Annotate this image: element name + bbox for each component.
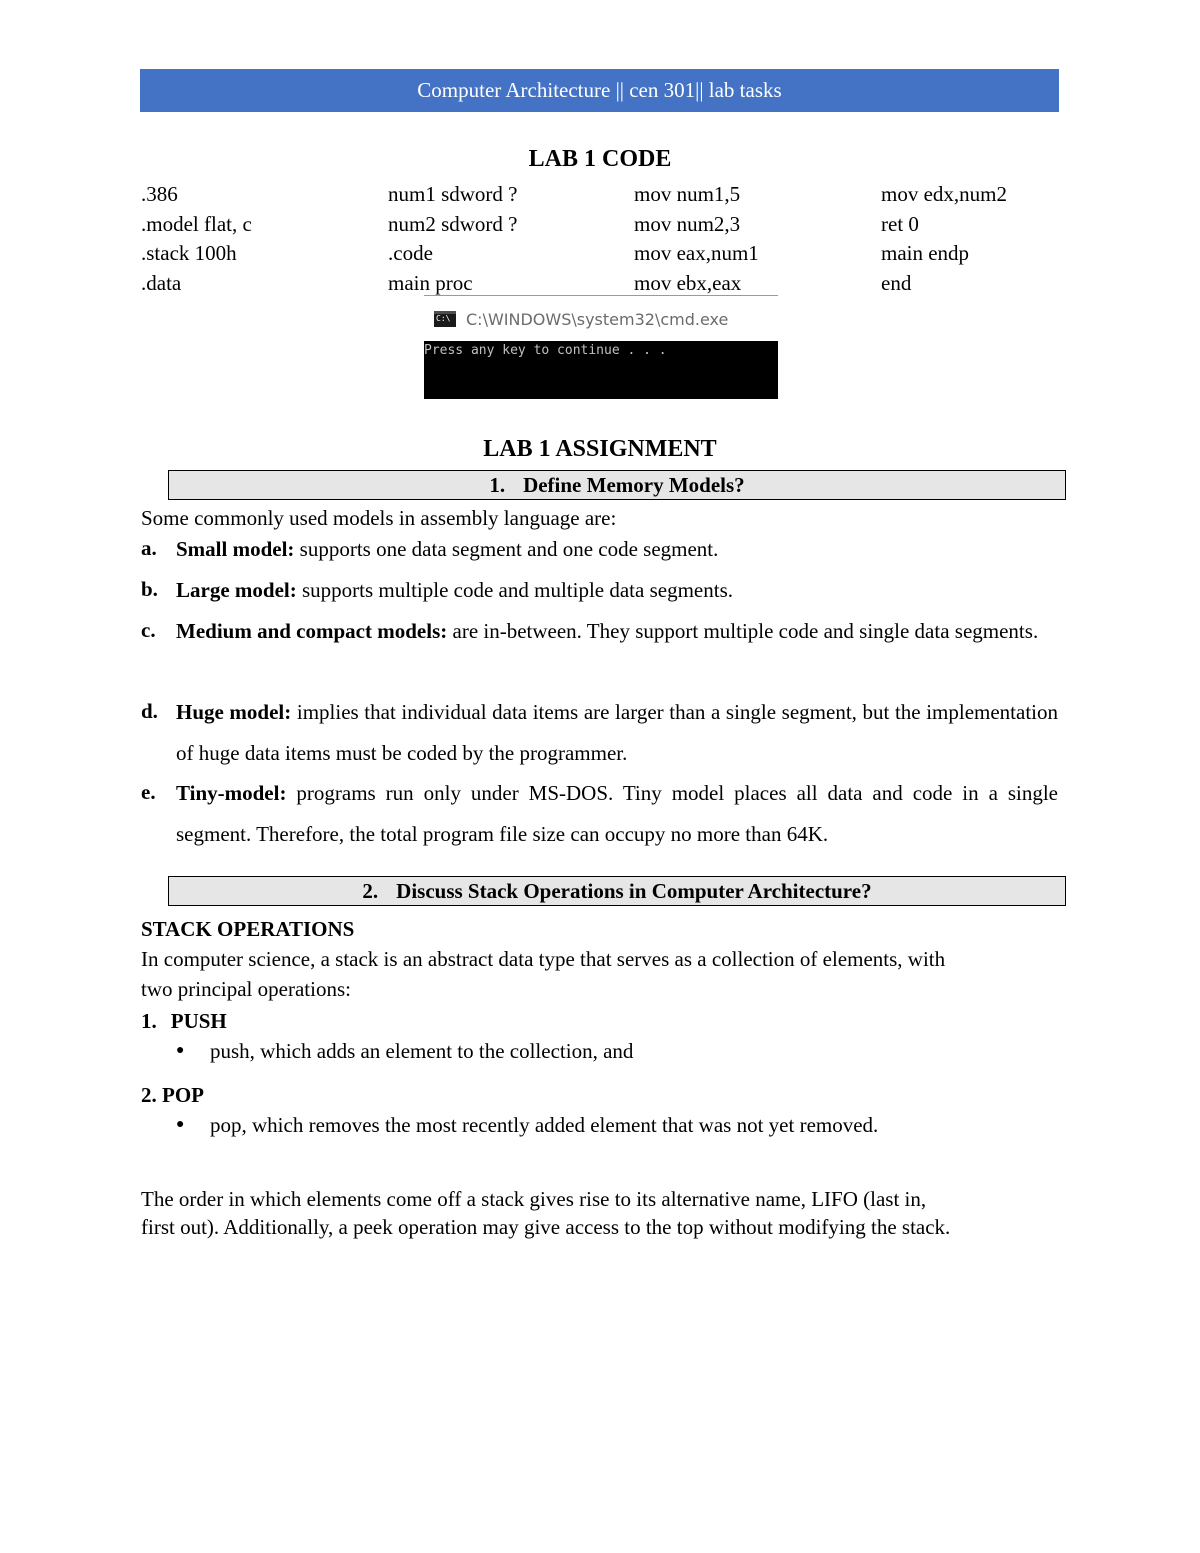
question-text: Discuss Stack Operations in Computer Architecture? — [396, 878, 872, 903]
console-output: Press any key to continue . . . — [424, 343, 667, 358]
memory-models-intro: Some commonly used models in assembly language are: — [141, 506, 617, 530]
pop-bullet-text: pop, which removes the most recently added element that was not yet removed. — [210, 1113, 879, 1137]
question-1-box — [168, 470, 1066, 500]
stack-intro-line: two principal operations: — [141, 977, 351, 1001]
list-item — [176, 773, 1058, 854]
list-label: a. — [141, 536, 157, 560]
question-number: 1. — [489, 472, 506, 497]
list-label: c. — [141, 618, 156, 642]
list-item — [176, 611, 1058, 652]
code-line: num2 sdword ? — [388, 211, 518, 236]
stack-intro-line: In computer science, a stack is an abstract data type that serves as a collection of elements, with — [141, 947, 946, 971]
pop-heading — [141, 1083, 204, 1108]
term: Tiny-model: — [176, 781, 287, 805]
question-text: Define Memory Models? — [523, 472, 745, 497]
bullet-icon: ● — [176, 1043, 185, 1058]
console-divider — [424, 295, 778, 296]
closing-paragraph-line: first out). Additionally, a peek operation may give access to the top without modifying the stack. — [141, 1215, 951, 1239]
question-2-box — [168, 876, 1066, 906]
description: implies that individual data items are larger than a single segment, but the implementation of huge data items must be coded by the programmer. — [176, 700, 1059, 765]
cmd-icon — [434, 311, 456, 327]
term: Large model: — [176, 578, 297, 602]
code-line: .stack 100h — [141, 241, 237, 265]
push-number: 1. — [141, 1009, 157, 1033]
code-column-2 — [388, 180, 518, 298]
code-line: num1 sdword ? — [388, 182, 518, 206]
list-label: d. — [141, 699, 158, 723]
push-bullet-text: push, which adds an element to the collection, and — [210, 1039, 634, 1063]
push-title: PUSH — [170, 1009, 227, 1033]
code-line: mov ebx,eax — [634, 270, 742, 295]
page-header — [140, 69, 1059, 112]
code-line: mov num2,3 — [634, 211, 741, 236]
console-titlebar — [434, 306, 728, 332]
closing-paragraph-line: The order in which elements come off a stack gives rise to its alternative name, LIFO (last in, — [141, 1187, 927, 1211]
description: supports multiple code and multiple data segments. — [296, 578, 733, 602]
list-item — [176, 529, 1058, 570]
code-line: mov edx,num2 — [881, 182, 1007, 206]
description: are in-between. They support multiple code and single data segments. — [447, 619, 1039, 643]
header-title: Computer Architecture || cen 301|| lab tasks — [417, 78, 782, 102]
bullet-icon: ● — [176, 1117, 185, 1132]
push-heading — [141, 1009, 227, 1034]
code-line: .model flat, c — [141, 211, 252, 236]
code-line: main proc — [388, 270, 473, 295]
console-window — [424, 341, 778, 399]
code-line: .code — [388, 241, 433, 265]
console-title: C:\WINDOWS\system32\cmd.exe — [466, 309, 729, 329]
code-column-1 — [141, 180, 252, 298]
pop-number: 2. — [141, 1083, 157, 1107]
code-line: mov eax,num1 — [634, 241, 759, 265]
code-line: ret 0 — [881, 211, 919, 236]
list-label: e. — [141, 780, 156, 804]
term: Medium and compact models: — [176, 619, 448, 643]
code-line: mov num1,5 — [634, 182, 741, 206]
code-line: end — [881, 270, 912, 295]
list-item — [176, 692, 1058, 773]
question-number: 2. — [362, 878, 379, 903]
code-column-4 — [881, 180, 1007, 298]
code-column-3 — [634, 180, 759, 298]
code-line: .386 — [141, 182, 178, 206]
code-line: .data — [141, 270, 182, 295]
description: supports one data segment and one code segment. — [294, 537, 719, 561]
pop-title: POP — [162, 1083, 204, 1107]
list-item — [176, 570, 1058, 611]
assignment-title: LAB 1 ASSIGNMENT — [483, 436, 717, 462]
code-line: main endp — [881, 241, 970, 265]
description: programs run only under MS-DOS. Tiny model places all data and code in a single segment. Therefore, the total program file size can occupy no more than 64K. — [176, 781, 1058, 846]
lab-code-title: LAB 1 CODE — [528, 146, 672, 172]
list-label: b. — [141, 577, 158, 601]
stack-operations-heading: STACK OPERATIONS — [141, 917, 355, 941]
term: Small model: — [176, 537, 295, 561]
term: Huge model: — [176, 700, 292, 724]
